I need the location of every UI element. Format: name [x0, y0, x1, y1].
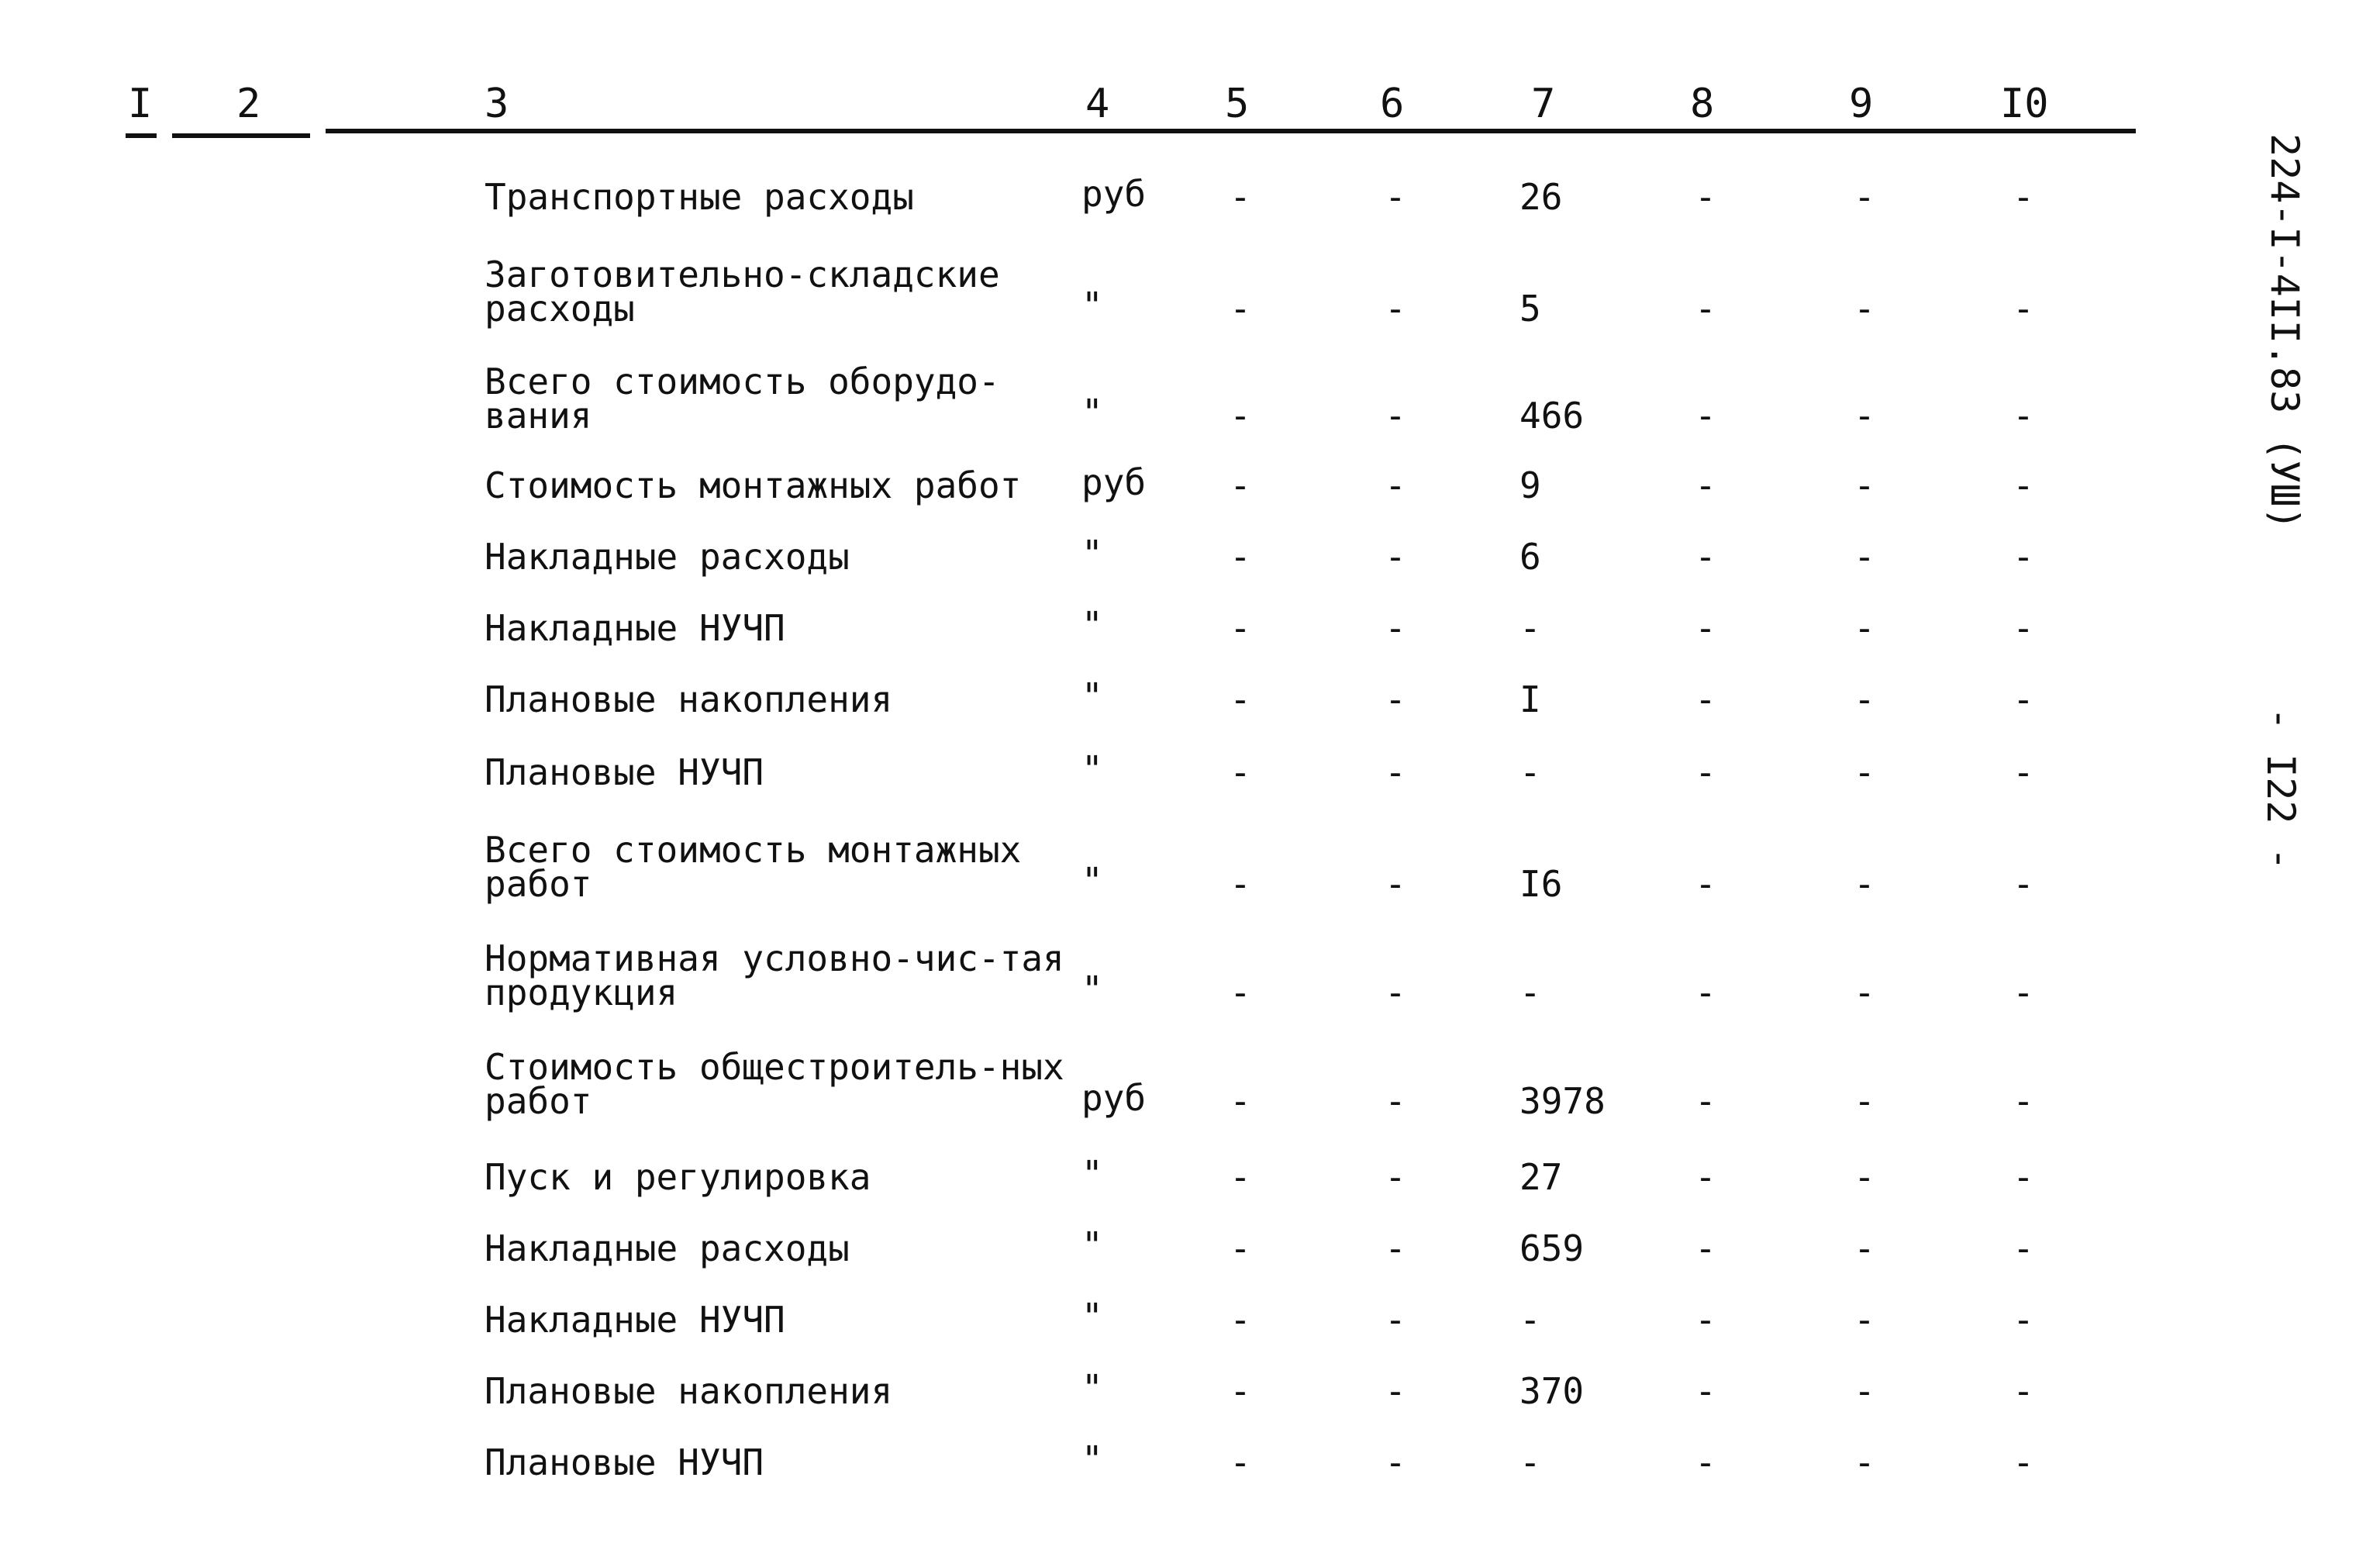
column-header-9: 9 — [1849, 81, 1874, 127]
cell-col-10: - — [2013, 1441, 2034, 1483]
cell-col-6: - — [1385, 1156, 1406, 1198]
cell-col-9: - — [1854, 972, 1875, 1013]
cell-col-6: - — [1385, 176, 1406, 218]
row-unit: " — [1081, 1224, 1103, 1266]
cell-col-8: - — [1695, 972, 1716, 1013]
cell-col-8: - — [1695, 1080, 1716, 1122]
cell-col-6: - — [1385, 1299, 1406, 1341]
cell-col-10: - — [2013, 1299, 2034, 1341]
row-unit: " — [1081, 748, 1103, 790]
cell-col-5: - — [1230, 536, 1251, 578]
cell-col-8: - — [1695, 536, 1716, 578]
row-name: Накладные НУЧП — [485, 607, 785, 649]
row-unit: " — [1081, 675, 1103, 717]
cell-col-7: 3978 — [1519, 1080, 1606, 1122]
cell-col-10: - — [2013, 863, 2034, 905]
cell-col-6: - — [1385, 395, 1406, 437]
column-header-4: 4 — [1085, 81, 1110, 127]
cell-col-5: - — [1230, 1299, 1251, 1341]
cell-col-8: - — [1695, 1299, 1716, 1341]
cell-col-7: - — [1519, 751, 1541, 793]
cell-col-6: - — [1385, 1227, 1406, 1269]
cell-col-10: - — [2013, 607, 2034, 649]
cell-col-5: - — [1230, 1156, 1251, 1198]
header-rule — [326, 129, 2136, 133]
cell-col-8: - — [1695, 863, 1716, 905]
row-unit: " — [1081, 604, 1103, 646]
row-name: Плановые накопления — [485, 1370, 893, 1412]
cell-col-7: 6 — [1519, 536, 1541, 578]
cell-col-9: - — [1854, 1299, 1875, 1341]
cell-col-6: - — [1385, 863, 1406, 905]
cell-col-5: - — [1230, 1370, 1251, 1412]
row-unit: " — [1081, 533, 1103, 575]
cell-col-8: - — [1695, 395, 1716, 437]
cell-col-10: - — [2013, 395, 2034, 437]
cell-col-6: - — [1385, 1080, 1406, 1122]
cell-col-9: - — [1854, 863, 1875, 905]
row-name: Стоимость общестроитель-ных работ — [485, 1046, 1064, 1122]
row-unit: " — [1081, 1153, 1103, 1195]
row-name: Стоимость монтажных работ — [485, 464, 1022, 506]
cell-col-7: 5 — [1519, 288, 1541, 330]
cell-col-9: - — [1854, 1441, 1875, 1483]
column-header-5: 5 — [1225, 81, 1250, 127]
row-unit: " — [1081, 392, 1103, 433]
column-header-7: 7 — [1531, 81, 1556, 127]
cell-col-6: - — [1385, 1441, 1406, 1483]
cell-col-7: 370 — [1519, 1370, 1585, 1412]
cell-col-5: - — [1230, 1227, 1251, 1269]
cell-col-10: - — [2013, 1227, 2034, 1269]
cell-col-9: - — [1854, 1370, 1875, 1412]
cell-col-7: 466 — [1519, 395, 1585, 437]
row-unit: " — [1081, 1438, 1103, 1480]
cell-col-10: - — [2013, 176, 2034, 218]
cell-col-7: 27 — [1519, 1156, 1563, 1198]
cell-col-5: - — [1230, 1441, 1251, 1483]
cell-col-9: - — [1854, 751, 1875, 793]
cell-col-7: - — [1519, 607, 1541, 649]
row-name: Пуск и регулировка — [485, 1156, 871, 1198]
cell-col-8: - — [1695, 1370, 1716, 1412]
row-name: Заготовительно-складские расходы — [485, 254, 1000, 330]
cell-col-5: - — [1230, 1080, 1251, 1122]
column-header-2: 2 — [236, 81, 261, 127]
cell-col-8: - — [1695, 1227, 1716, 1269]
row-name: Накладные расходы — [485, 536, 850, 578]
header-underline-1 — [126, 133, 157, 138]
cell-col-5: - — [1230, 751, 1251, 793]
cell-col-8: - — [1695, 176, 1716, 218]
cell-col-8: - — [1695, 1441, 1716, 1483]
row-name: Транспортные расходы — [485, 176, 914, 218]
row-name: Плановые НУЧП — [485, 1441, 764, 1483]
cell-col-10: - — [2013, 751, 2034, 793]
cell-col-6: - — [1385, 288, 1406, 330]
cell-col-6: - — [1385, 972, 1406, 1013]
cell-col-8: - — [1695, 1156, 1716, 1198]
column-header-10: I0 — [2000, 81, 2049, 127]
cell-col-6: - — [1385, 751, 1406, 793]
row-unit: " — [1081, 285, 1103, 326]
cell-col-8: - — [1695, 678, 1716, 720]
header-underline-2 — [172, 133, 310, 138]
row-name: Всего стоимость монтажных работ — [485, 829, 1022, 905]
cell-col-10: - — [2013, 464, 2034, 506]
cell-col-7: 26 — [1519, 176, 1563, 218]
row-unit: " — [1081, 860, 1103, 902]
cell-col-10: - — [2013, 536, 2034, 578]
cell-col-6: - — [1385, 536, 1406, 578]
cell-col-7: I6 — [1519, 863, 1563, 905]
row-unit: " — [1081, 1296, 1103, 1338]
cell-col-7: 9 — [1519, 464, 1541, 506]
cell-col-5: - — [1230, 678, 1251, 720]
cell-col-7: - — [1519, 1441, 1541, 1483]
cell-col-7: - — [1519, 972, 1541, 1013]
cell-col-7: I — [1519, 678, 1541, 720]
row-name: Нормативная условно-чис-тая продукция — [485, 937, 1064, 1013]
cell-col-6: - — [1385, 464, 1406, 506]
cell-col-10: - — [2013, 1156, 2034, 1198]
row-unit: руб — [1081, 173, 1147, 215]
cell-col-8: - — [1695, 607, 1716, 649]
cell-col-6: - — [1385, 678, 1406, 720]
cell-col-8: - — [1695, 751, 1716, 793]
page-number: - I22 - — [2258, 707, 2303, 871]
cell-col-5: - — [1230, 288, 1251, 330]
cell-col-9: - — [1854, 536, 1875, 578]
row-unit: " — [1081, 1367, 1103, 1409]
cell-col-10: - — [2013, 972, 2034, 1013]
cell-col-10: - — [2013, 1080, 2034, 1122]
column-header-8: 8 — [1690, 81, 1715, 127]
cell-col-9: - — [1854, 1080, 1875, 1122]
cell-col-9: - — [1854, 464, 1875, 506]
cell-col-9: - — [1854, 176, 1875, 218]
cell-col-9: - — [1854, 678, 1875, 720]
cell-col-9: - — [1854, 395, 1875, 437]
column-header-3: 3 — [485, 81, 509, 127]
cell-col-10: - — [2013, 1370, 2034, 1412]
row-name: Плановые НУЧП — [485, 751, 764, 793]
cell-col-5: - — [1230, 464, 1251, 506]
cell-col-6: - — [1385, 607, 1406, 649]
cell-col-5: - — [1230, 972, 1251, 1013]
cell-col-5: - — [1230, 395, 1251, 437]
row-name: Плановые накопления — [485, 678, 893, 720]
cell-col-9: - — [1854, 288, 1875, 330]
cell-col-8: - — [1695, 464, 1716, 506]
row-unit: руб — [1081, 461, 1147, 503]
cell-col-7: - — [1519, 1299, 1541, 1341]
column-header-1: I — [128, 81, 153, 127]
cell-col-9: - — [1854, 1227, 1875, 1269]
cell-col-10: - — [2013, 678, 2034, 720]
row-name: Накладные расходы — [485, 1227, 850, 1269]
row-unit: " — [1081, 968, 1103, 1010]
cell-col-8: - — [1695, 288, 1716, 330]
row-unit: руб — [1081, 1077, 1147, 1119]
cell-col-5: - — [1230, 176, 1251, 218]
cell-col-10: - — [2013, 288, 2034, 330]
cell-col-7: 659 — [1519, 1227, 1585, 1269]
cell-col-6: - — [1385, 1370, 1406, 1412]
cell-col-5: - — [1230, 607, 1251, 649]
cell-col-9: - — [1854, 1156, 1875, 1198]
row-name: Всего стоимость оборудо-вания — [485, 361, 1000, 437]
cell-col-9: - — [1854, 607, 1875, 649]
column-header-6: 6 — [1380, 81, 1405, 127]
row-name: Накладные НУЧП — [485, 1299, 785, 1341]
document-code: 224-I-4II.83 (УШ) — [2262, 133, 2307, 530]
cell-col-5: - — [1230, 863, 1251, 905]
